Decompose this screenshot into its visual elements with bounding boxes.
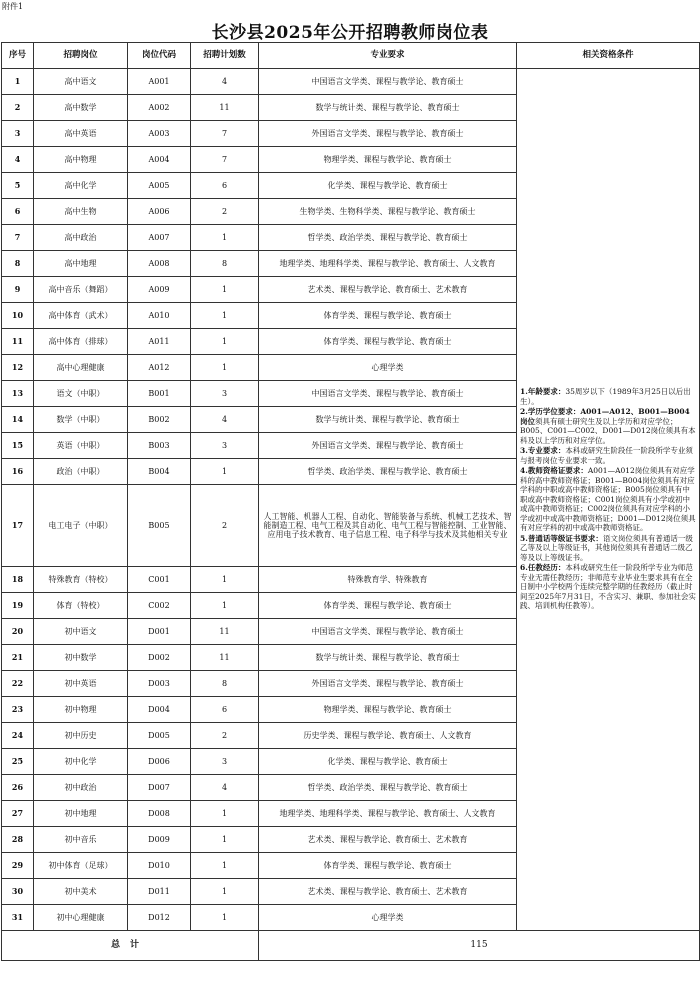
cell-major: 外国语言文学类、课程与教学论、教育硕士	[259, 121, 517, 147]
cell-post: 高中英语	[34, 121, 128, 147]
cell-no: 4	[2, 147, 34, 173]
cell-plan: 7	[191, 121, 259, 147]
cell-code: D008	[128, 801, 191, 827]
cell-code: B002	[128, 407, 191, 433]
cell-post: 高中体育（武术）	[34, 303, 128, 329]
condition-heading: 2.学历学位要求：A001—A012、B001—B004岗位	[520, 407, 690, 426]
cell-no: 25	[2, 749, 34, 775]
cell-no: 30	[2, 879, 34, 905]
cell-major: 艺术类、课程与教学论、教育硕士、艺术教育	[259, 879, 517, 905]
cell-plan: 3	[191, 433, 259, 459]
cell-no: 12	[2, 355, 34, 381]
cell-major: 艺术类、课程与教学论、教育硕士、艺术教育	[259, 277, 517, 303]
cell-no: 15	[2, 433, 34, 459]
cell-plan: 1	[191, 329, 259, 355]
table-row	[2, 69, 700, 95]
cell-post: 高中化学	[34, 173, 128, 199]
cell-plan: 6	[191, 173, 259, 199]
cell-major: 中国语言文学类、课程与教学论、教育硕士	[259, 381, 517, 407]
cell-major: 物理学类、课程与教学论、教育硕士	[259, 697, 517, 723]
cell-code: A006	[128, 199, 191, 225]
header-no: 序号	[2, 43, 34, 69]
cell-no: 3	[2, 121, 34, 147]
cell-major: 物理学类、课程与教学论、教育硕士	[259, 147, 517, 173]
cell-plan: 1	[191, 827, 259, 853]
cell-plan: 1	[191, 355, 259, 381]
cell-major: 人工智能、机器人工程、自动化、智能装备与系统、机械工艺技术、智能制造工程、电气工程及其自动化、电气工程与智能控制、工业智能、应用电子技术教育、电子信息工程、电子科学与技术及其他相关专业	[259, 485, 517, 567]
cell-post: 高中数学	[34, 95, 128, 121]
cell-major: 中国语言文学类、课程与教学论、教育硕士	[259, 69, 517, 95]
total-value: 115	[259, 931, 700, 961]
condition-heading: 3.专业要求：	[520, 446, 566, 456]
cell-plan: 1	[191, 303, 259, 329]
cell-major: 特殊教育学、特殊教育	[259, 567, 517, 593]
cell-major: 心理学类	[259, 905, 517, 931]
cell-post: 语文（中职）	[34, 381, 128, 407]
cell-post: 特殊教育（特校）	[34, 567, 128, 593]
condition-text: A001—A012岗位须具有对应学科的高中教师资格证；B001—B004岗位须具有对应学科的中职或高中教师资格证；B005岗位须具有中职或高中教师资格证；C001岗位须具有小学或初中或高中教师资格证；C002岗位须具有对应学科的小学或初中或高中教师资格证；D001—D012岗位须具有对应学科的初中或高中教师资格证。	[520, 466, 696, 533]
cell-major: 数学与统计类、课程与教学论、教育硕士	[259, 95, 517, 121]
cell-plan: 6	[191, 697, 259, 723]
cell-post: 电工电子（中职）	[34, 485, 128, 567]
cell-major: 体育学类、课程与教学论、教育硕士	[259, 303, 517, 329]
cell-code: A012	[128, 355, 191, 381]
cell-post: 高中物理	[34, 147, 128, 173]
cell-major: 哲学类、政治学类、课程与教学论、教育硕士	[259, 225, 517, 251]
cell-major: 体育学类、课程与教学论、教育硕士	[259, 853, 517, 879]
cell-plan: 1	[191, 567, 259, 593]
cell-plan: 1	[191, 879, 259, 905]
cell-no: 19	[2, 593, 34, 619]
cell-post: 初中政治	[34, 775, 128, 801]
cell-post: 高中地理	[34, 251, 128, 277]
cell-no: 13	[2, 381, 34, 407]
cell-code: B005	[128, 485, 191, 567]
cell-major: 体育学类、课程与教学论、教育硕士	[259, 593, 517, 619]
condition-text: 须具有硕士研究生及以上学历和对应学位；B005、C001—C002、D001—D012岗位须具有本科及以上学历和对应学位。	[520, 416, 696, 445]
condition-item	[520, 534, 696, 563]
total-row	[2, 931, 700, 961]
cell-no: 24	[2, 723, 34, 749]
cell-post: 初中英语	[34, 671, 128, 697]
cell-code: D011	[128, 879, 191, 905]
cell-no: 2	[2, 95, 34, 121]
cell-code: D006	[128, 749, 191, 775]
cell-code: A001	[128, 69, 191, 95]
cell-plan: 1	[191, 277, 259, 303]
cell-plan: 11	[191, 619, 259, 645]
cell-post: 高中音乐（舞蹈）	[34, 277, 128, 303]
cell-post: 高中心理健康	[34, 355, 128, 381]
cell-post: 英语（中职）	[34, 433, 128, 459]
cell-plan: 11	[191, 645, 259, 671]
cell-code: D007	[128, 775, 191, 801]
cell-no: 26	[2, 775, 34, 801]
total-label: 总计	[2, 931, 259, 961]
cell-plan: 3	[191, 749, 259, 775]
cell-no: 5	[2, 173, 34, 199]
cell-major: 哲学类、政治学类、课程与教学论、教育硕士	[259, 775, 517, 801]
cell-post: 初中化学	[34, 749, 128, 775]
cell-post: 初中地理	[34, 801, 128, 827]
cell-code: A009	[128, 277, 191, 303]
cell-plan: 7	[191, 147, 259, 173]
cell-major: 中国语言文学类、课程与教学论、教育硕士	[259, 619, 517, 645]
cell-plan: 1	[191, 801, 259, 827]
cell-no: 11	[2, 329, 34, 355]
header-conditions: 相关资格条件	[517, 43, 700, 69]
cell-plan: 4	[191, 775, 259, 801]
cell-code: A002	[128, 95, 191, 121]
attachment-label: 附件1	[2, 2, 24, 11]
header-plan: 招聘计划数	[191, 43, 259, 69]
cell-code: A007	[128, 225, 191, 251]
cell-post: 初中音乐	[34, 827, 128, 853]
cell-major: 生物学类、生物科学类、课程与教学论、教育硕士	[259, 199, 517, 225]
condition-heading: 6.任教经历：	[520, 563, 566, 573]
cell-code: D002	[128, 645, 191, 671]
header-major: 专业要求	[259, 43, 517, 69]
cell-plan: 8	[191, 671, 259, 697]
cell-major: 历史学类、课程与教学论、教育硕士、人文教育	[259, 723, 517, 749]
header-row	[2, 43, 700, 69]
cell-no: 31	[2, 905, 34, 931]
cell-code: A005	[128, 173, 191, 199]
cell-plan: 2	[191, 485, 259, 567]
cell-no: 22	[2, 671, 34, 697]
cell-code: B001	[128, 381, 191, 407]
condition-heading: 5.普通话等级证书要求：	[520, 533, 603, 543]
cell-code: D004	[128, 697, 191, 723]
cell-code: A004	[128, 147, 191, 173]
cell-no: 10	[2, 303, 34, 329]
cell-plan: 3	[191, 381, 259, 407]
cell-plan: 1	[191, 905, 259, 931]
cell-major: 体育学类、课程与教学论、教育硕士	[259, 329, 517, 355]
condition-item	[520, 563, 696, 611]
condition-item	[520, 387, 696, 406]
cell-code: A003	[128, 121, 191, 147]
cell-code: C002	[128, 593, 191, 619]
condition-item	[520, 407, 696, 445]
cell-code: D010	[128, 853, 191, 879]
cell-no: 1	[2, 69, 34, 95]
cell-plan: 11	[191, 95, 259, 121]
cell-no: 8	[2, 251, 34, 277]
cell-no: 7	[2, 225, 34, 251]
cell-no: 6	[2, 199, 34, 225]
cell-plan: 2	[191, 723, 259, 749]
cell-plan: 8	[191, 251, 259, 277]
cell-major: 化学类、课程与教学论、教育硕士	[259, 749, 517, 775]
condition-text: 35周岁以下（1989年3月25日以后出生）。	[520, 387, 691, 406]
cell-post: 高中语文	[34, 69, 128, 95]
cell-major: 化学类、课程与教学论、教育硕士	[259, 173, 517, 199]
condition-item	[520, 466, 696, 533]
cell-code: B003	[128, 433, 191, 459]
header-code: 岗位代码	[128, 43, 191, 69]
cell-major: 外国语言文学类、课程与教学论、教育硕士	[259, 433, 517, 459]
cell-no: 29	[2, 853, 34, 879]
cell-code: D001	[128, 619, 191, 645]
cell-no: 16	[2, 459, 34, 485]
condition-heading: 4.教师资格证要求：	[520, 466, 588, 476]
cell-code: D012	[128, 905, 191, 931]
cell-code: C001	[128, 567, 191, 593]
cell-code: A010	[128, 303, 191, 329]
cell-post: 初中心理健康	[34, 905, 128, 931]
cell-no: 18	[2, 567, 34, 593]
cell-no: 23	[2, 697, 34, 723]
cell-plan: 1	[191, 593, 259, 619]
conditions-cell	[517, 69, 700, 931]
cell-plan: 1	[191, 853, 259, 879]
cell-code: A008	[128, 251, 191, 277]
cell-post: 高中体育（排球）	[34, 329, 128, 355]
cell-plan: 1	[191, 225, 259, 251]
cell-major: 心理学类	[259, 355, 517, 381]
cell-no: 17	[2, 485, 34, 567]
cell-no: 9	[2, 277, 34, 303]
cell-post: 政治（中职）	[34, 459, 128, 485]
cell-post: 初中语文	[34, 619, 128, 645]
cell-no: 28	[2, 827, 34, 853]
cell-post: 初中体育（足球）	[34, 853, 128, 879]
cell-code: D005	[128, 723, 191, 749]
cell-no: 20	[2, 619, 34, 645]
recruitment-table	[1, 42, 700, 961]
cell-post: 初中物理	[34, 697, 128, 723]
cell-no: 14	[2, 407, 34, 433]
cell-post: 初中美术	[34, 879, 128, 905]
cell-code: D003	[128, 671, 191, 697]
cell-post: 初中历史	[34, 723, 128, 749]
cell-post: 数学（中职）	[34, 407, 128, 433]
cell-major: 地理学类、地理科学类、课程与教学论、教育硕士、人文教育	[259, 251, 517, 277]
cell-post: 初中数学	[34, 645, 128, 671]
condition-heading: 1.年龄要求：	[520, 387, 566, 397]
cell-major: 地理学类、地理科学类、课程与教学论、教育硕士、人文教育	[259, 801, 517, 827]
condition-text: 语文岗位须具有普通话一级乙等及以上等级证书，其他岗位须具有普通话二级乙等及以上等级证书。	[520, 533, 693, 562]
cell-plan: 2	[191, 199, 259, 225]
condition-text: 本科或研究生任一阶段所学专业为师范专业无需任教经历；非师范专业毕业生要求具有在全日制中小学校两个连续完整学期的任教经历（截止时间至2025年7月31日，不含实习、兼职、参加社会实践、培训机构任教等）。	[520, 563, 696, 611]
header-post: 招聘岗位	[34, 43, 128, 69]
cell-post: 高中生物	[34, 199, 128, 225]
cell-code: B004	[128, 459, 191, 485]
cell-post: 体育（特校）	[34, 593, 128, 619]
cell-plan: 4	[191, 407, 259, 433]
cell-no: 21	[2, 645, 34, 671]
cell-plan: 4	[191, 69, 259, 95]
cell-major: 哲学类、政治学类、课程与教学论、教育硕士	[259, 459, 517, 485]
cell-major: 外国语言文学类、课程与教学论、教育硕士	[259, 671, 517, 697]
cell-no: 27	[2, 801, 34, 827]
cell-major: 数学与统计类、课程与教学论、教育硕士	[259, 407, 517, 433]
cell-major: 艺术类、课程与教学论、教育硕士、艺术教育	[259, 827, 517, 853]
cell-major: 数学与统计类、课程与教学论、教育硕士	[259, 645, 517, 671]
cell-plan: 1	[191, 459, 259, 485]
cell-code: A011	[128, 329, 191, 355]
page-title: 长沙县2025年公开招聘教师岗位表	[211, 23, 489, 43]
condition-text: 本科或研究生阶段任一阶段所学专业须与报考岗位专业要求一致。	[520, 446, 693, 465]
cell-code: D009	[128, 827, 191, 853]
cell-post: 高中政治	[34, 225, 128, 251]
condition-item	[520, 446, 696, 465]
